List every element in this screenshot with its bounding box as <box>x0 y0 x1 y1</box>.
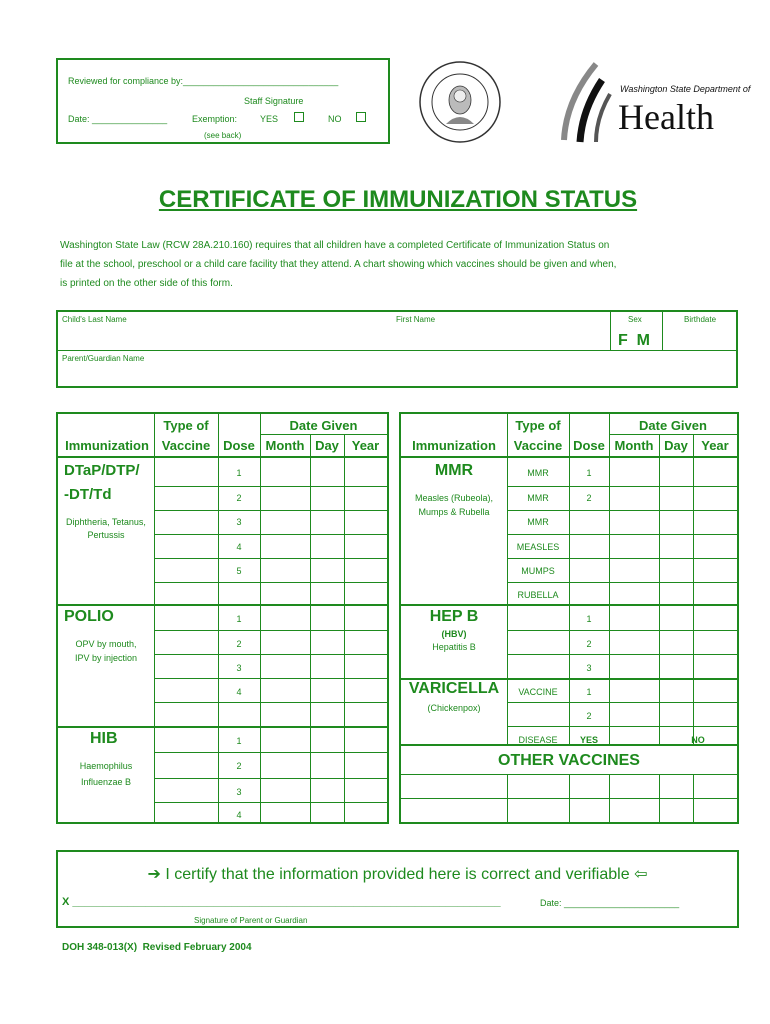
hepb-sub-1: (HBV) <box>441 629 467 639</box>
yes-checkbox[interactable] <box>294 112 304 122</box>
mmr-name: MMR <box>434 462 474 479</box>
hib-name: HIB <box>90 730 118 747</box>
first-name-field[interactable] <box>394 326 606 348</box>
dtap-dose-5: 5 <box>236 566 242 576</box>
hib-sub-2: Influenzae B <box>80 777 132 787</box>
left-dose-header: Dose <box>223 438 255 453</box>
right-date-given-header: Date Given <box>639 418 707 433</box>
birthdate-field[interactable] <box>666 326 734 348</box>
no-checkbox[interactable] <box>356 112 366 122</box>
mmr-type-4: MEASLES <box>516 542 560 552</box>
left-type-of-header: Type of <box>163 418 209 433</box>
varicella-no-label[interactable]: NO <box>691 735 705 745</box>
polio-dose-3: 3 <box>236 663 242 673</box>
left-vaccine-header: Vaccine <box>161 438 211 453</box>
see-back-label: (see back) <box>204 131 242 140</box>
mmr-type-6: RUBELLA <box>517 590 559 600</box>
yes-label: YES <box>260 114 279 124</box>
varicella-vaccine-label: VACCINE <box>518 687 558 697</box>
reviewed-label: Reviewed for compliance by:_______________________________ <box>68 76 339 86</box>
varicella-yes-label[interactable]: YES <box>579 735 598 745</box>
birthdate-label: Birthdate <box>684 315 717 324</box>
intro-line-3: is printed on the other side of this form. <box>60 278 233 289</box>
right-year-header: Year <box>701 438 729 453</box>
no-label: NO <box>328 114 342 124</box>
right-month-header: Month <box>614 438 654 453</box>
mmr-type-1: MMR <box>527 468 549 478</box>
hib-dose-1: 1 <box>236 736 242 746</box>
doh-logo <box>556 60 751 144</box>
varicella-disease-label: DISEASE <box>518 735 558 745</box>
varicella-dose-1: 1 <box>586 687 592 697</box>
intro-line-2: file at the school, preschool or a child care facility that they attend. A chart showing which vaccines should be given and when, <box>60 259 617 270</box>
right-day-header: Day <box>664 438 688 453</box>
mmr-sub-1: Measles (Rubeola), <box>414 493 494 503</box>
polio-name: POLIO <box>64 608 114 625</box>
dtap-sub-1: Diphtheria, Tetanus, <box>66 517 146 527</box>
dtap-dose-1: 1 <box>236 468 242 478</box>
right-dose-header: Dose <box>573 438 605 453</box>
hib-sub-1: Haemophilus <box>79 761 133 771</box>
state-seal <box>418 60 502 144</box>
dtap-name-line2: -DT/Td <box>64 486 112 503</box>
first-name-label: First Name <box>396 315 436 324</box>
exemption-label: Exemption: <box>192 114 238 124</box>
hib-dose-3: 3 <box>236 787 242 797</box>
right-vaccine-header: Vaccine <box>513 438 563 453</box>
sex-value[interactable]: F M <box>618 332 650 349</box>
left-month-header: Month <box>265 438 305 453</box>
dtap-dose-2: 2 <box>236 493 242 503</box>
page-title: CERTIFICATE OF IMMUNIZATION STATUS <box>158 186 638 213</box>
hepb-sub-2: Hepatitis B <box>432 642 476 652</box>
hepb-dose-3: 3 <box>586 663 592 673</box>
child-last-name-label: Child's Last Name <box>62 315 127 324</box>
polio-sub-2: IPV by injection <box>74 653 138 663</box>
left-immunization-table <box>56 412 389 824</box>
left-date-given-header: Date Given <box>289 418 358 433</box>
doh-health-text: Health <box>618 97 714 137</box>
guardian-name-field[interactable] <box>60 364 734 386</box>
right-arrow-icon: ➔ <box>147 866 161 883</box>
polio-dose-2: 2 <box>236 639 242 649</box>
certify-date-line[interactable]: Date: _______________________ <box>540 898 680 908</box>
certification-box <box>56 850 739 928</box>
mmr-dose-2: 2 <box>586 493 592 503</box>
hepb-dose-1: 1 <box>586 614 592 624</box>
dtap-dose-3: 3 <box>236 517 242 527</box>
mmr-type-2: MMR <box>527 493 549 503</box>
left-arrow-icon: ⇦ <box>634 866 648 883</box>
mmr-type-3: MMR <box>527 517 549 527</box>
mmr-dose-1: 1 <box>586 468 592 478</box>
hib-dose-2: 2 <box>236 761 242 771</box>
mmr-sub-2: Mumps & Rubella <box>418 507 490 517</box>
compliance-box <box>56 58 390 144</box>
polio-dose-4: 4 <box>236 687 242 697</box>
child-info-box <box>56 310 738 388</box>
polio-dose-1: 1 <box>236 614 242 624</box>
varicella-name: VARICELLA <box>408 680 500 697</box>
left-immunization-header: Immunization <box>65 438 149 453</box>
sex-label: Sex <box>628 315 642 324</box>
parent-signature-line[interactable]: X ______________________________________________________________________ <box>62 896 501 908</box>
certify-line <box>58 864 737 884</box>
doh-top-text: Washington State Department of <box>620 84 751 94</box>
staff-signature-label: Staff Signature <box>244 96 304 106</box>
dtap-sub-2: Pertussis <box>87 530 125 540</box>
hepb-dose-2: 2 <box>586 639 592 649</box>
left-year-header: Year <box>351 438 380 453</box>
form-number: DOH 348-013(X) Revised February 2004 <box>62 942 252 953</box>
left-day-header: Day <box>315 438 339 453</box>
hib-dose-4: 4 <box>236 810 242 820</box>
guardian-name-label: Parent/Guardian Name <box>62 354 145 363</box>
other-vaccines-title: OTHER VACCINES <box>498 752 640 769</box>
intro-line-1: Washington State Law (RCW 28A.210.160) requires that all children have a completed Certificate of Immunization Status on <box>60 240 610 251</box>
signature-label: Signature of Parent or Guardian <box>194 916 308 925</box>
varicella-dose-2: 2 <box>586 711 592 721</box>
right-type-of-header: Type of <box>515 418 561 433</box>
mmr-type-5: MUMPS <box>521 566 555 576</box>
child-last-name-field[interactable] <box>60 326 390 348</box>
certify-text: I certify that the information provided here is correct and verifiable <box>165 866 630 883</box>
date-label: Date: _______________ <box>68 114 168 124</box>
right-immunization-header: Immunization <box>412 438 496 453</box>
polio-sub-1: OPV by mouth, <box>75 639 137 649</box>
varicella-sub: (Chickenpox) <box>427 703 481 713</box>
dtap-dose-4: 4 <box>236 542 242 552</box>
right-immunization-table <box>399 412 739 824</box>
hepb-name: HEP B <box>429 608 479 625</box>
dtap-name-line1: DTaP/DTP/ <box>64 462 140 479</box>
